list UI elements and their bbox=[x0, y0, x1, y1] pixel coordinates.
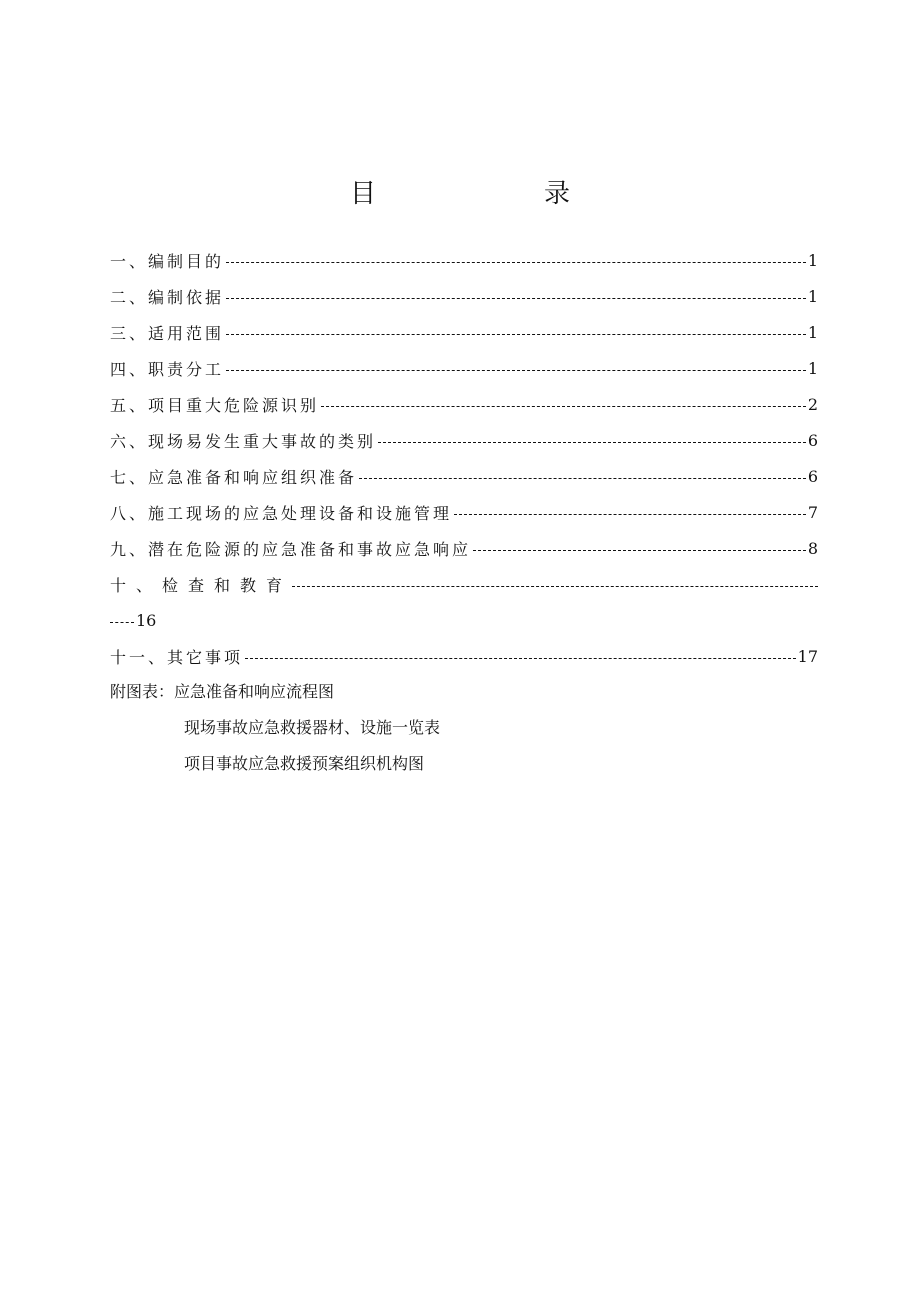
toc-entry-8 bbox=[110, 494, 818, 530]
toc-entry-label: 四、职责分工 bbox=[110, 359, 225, 379]
toc-entry-label: 八、施工现场的应急处理设备和设施管理 bbox=[110, 503, 453, 523]
dot-leader bbox=[321, 406, 806, 407]
toc-entry-6 bbox=[110, 422, 818, 458]
dot-leader bbox=[454, 514, 806, 515]
dot-leader bbox=[378, 442, 806, 443]
toc-entry-10 bbox=[110, 566, 818, 602]
appendix-list bbox=[110, 674, 440, 782]
toc-entry-page: 7 bbox=[807, 502, 818, 522]
dot-leader bbox=[473, 550, 806, 551]
appendix-item: 项目事故应急救援预案组织机构图 bbox=[184, 754, 425, 773]
toc-entry-9 bbox=[110, 530, 818, 566]
toc-entry-page: 1 bbox=[807, 286, 818, 306]
toc-entry-page: 6 bbox=[807, 466, 818, 486]
toc-entry-1 bbox=[110, 242, 818, 278]
toc-entry-label: 九、潜在危险源的应急准备和事故应急响应 bbox=[110, 539, 472, 559]
dot-leader bbox=[292, 586, 818, 587]
toc-entry-label: 五、项目重大危险源识别 bbox=[110, 395, 320, 415]
title-part-1: 目 bbox=[350, 179, 377, 209]
toc-entry-label: 十、检查和教育 bbox=[110, 575, 293, 595]
toc-entry-10-continuation bbox=[110, 602, 818, 638]
toc-entry-page: 6 bbox=[807, 430, 818, 450]
toc-entry-page: 8 bbox=[807, 538, 818, 558]
toc-entry-3 bbox=[110, 314, 818, 350]
dot-leader bbox=[226, 298, 806, 299]
toc-entry-label: 七、应急准备和响应组织准备 bbox=[110, 467, 358, 487]
table-of-contents bbox=[110, 242, 818, 674]
appendix-item: 现场事故应急救援器材、设施一览表 bbox=[184, 718, 441, 737]
toc-entry-2 bbox=[110, 278, 818, 314]
dot-leader bbox=[359, 478, 806, 479]
toc-entry-5 bbox=[110, 386, 818, 422]
dot-leader bbox=[226, 334, 806, 335]
toc-entry-label: 一、编制目的 bbox=[110, 251, 225, 271]
dot-leader bbox=[226, 262, 806, 263]
toc-entry-page: 16 bbox=[136, 610, 157, 630]
toc-entry-label: 十一、其它事项 bbox=[110, 647, 244, 667]
toc-entry-label: 二、编制依据 bbox=[110, 287, 225, 307]
toc-entry-page: 1 bbox=[807, 250, 818, 270]
title-part-2: 录 bbox=[544, 179, 571, 209]
toc-entry-11 bbox=[110, 638, 818, 674]
toc-entry-7 bbox=[110, 458, 818, 494]
toc-entry-label: 三、适用范围 bbox=[110, 323, 225, 343]
dot-leader bbox=[110, 622, 134, 623]
dot-leader bbox=[245, 658, 796, 659]
toc-entry-page: 17 bbox=[797, 646, 818, 666]
toc-entry-4 bbox=[110, 350, 818, 386]
appendix-heading: 附图表：应急准备和响应流程图 bbox=[110, 682, 335, 701]
toc-entry-label: 六、现场易发生重大事故的类别 bbox=[110, 431, 377, 451]
toc-entry-page: 2 bbox=[807, 394, 818, 414]
toc-title bbox=[0, 176, 920, 212]
toc-entry-page: 1 bbox=[807, 358, 818, 378]
toc-entry-page: 1 bbox=[807, 322, 818, 342]
dot-leader bbox=[226, 370, 806, 371]
